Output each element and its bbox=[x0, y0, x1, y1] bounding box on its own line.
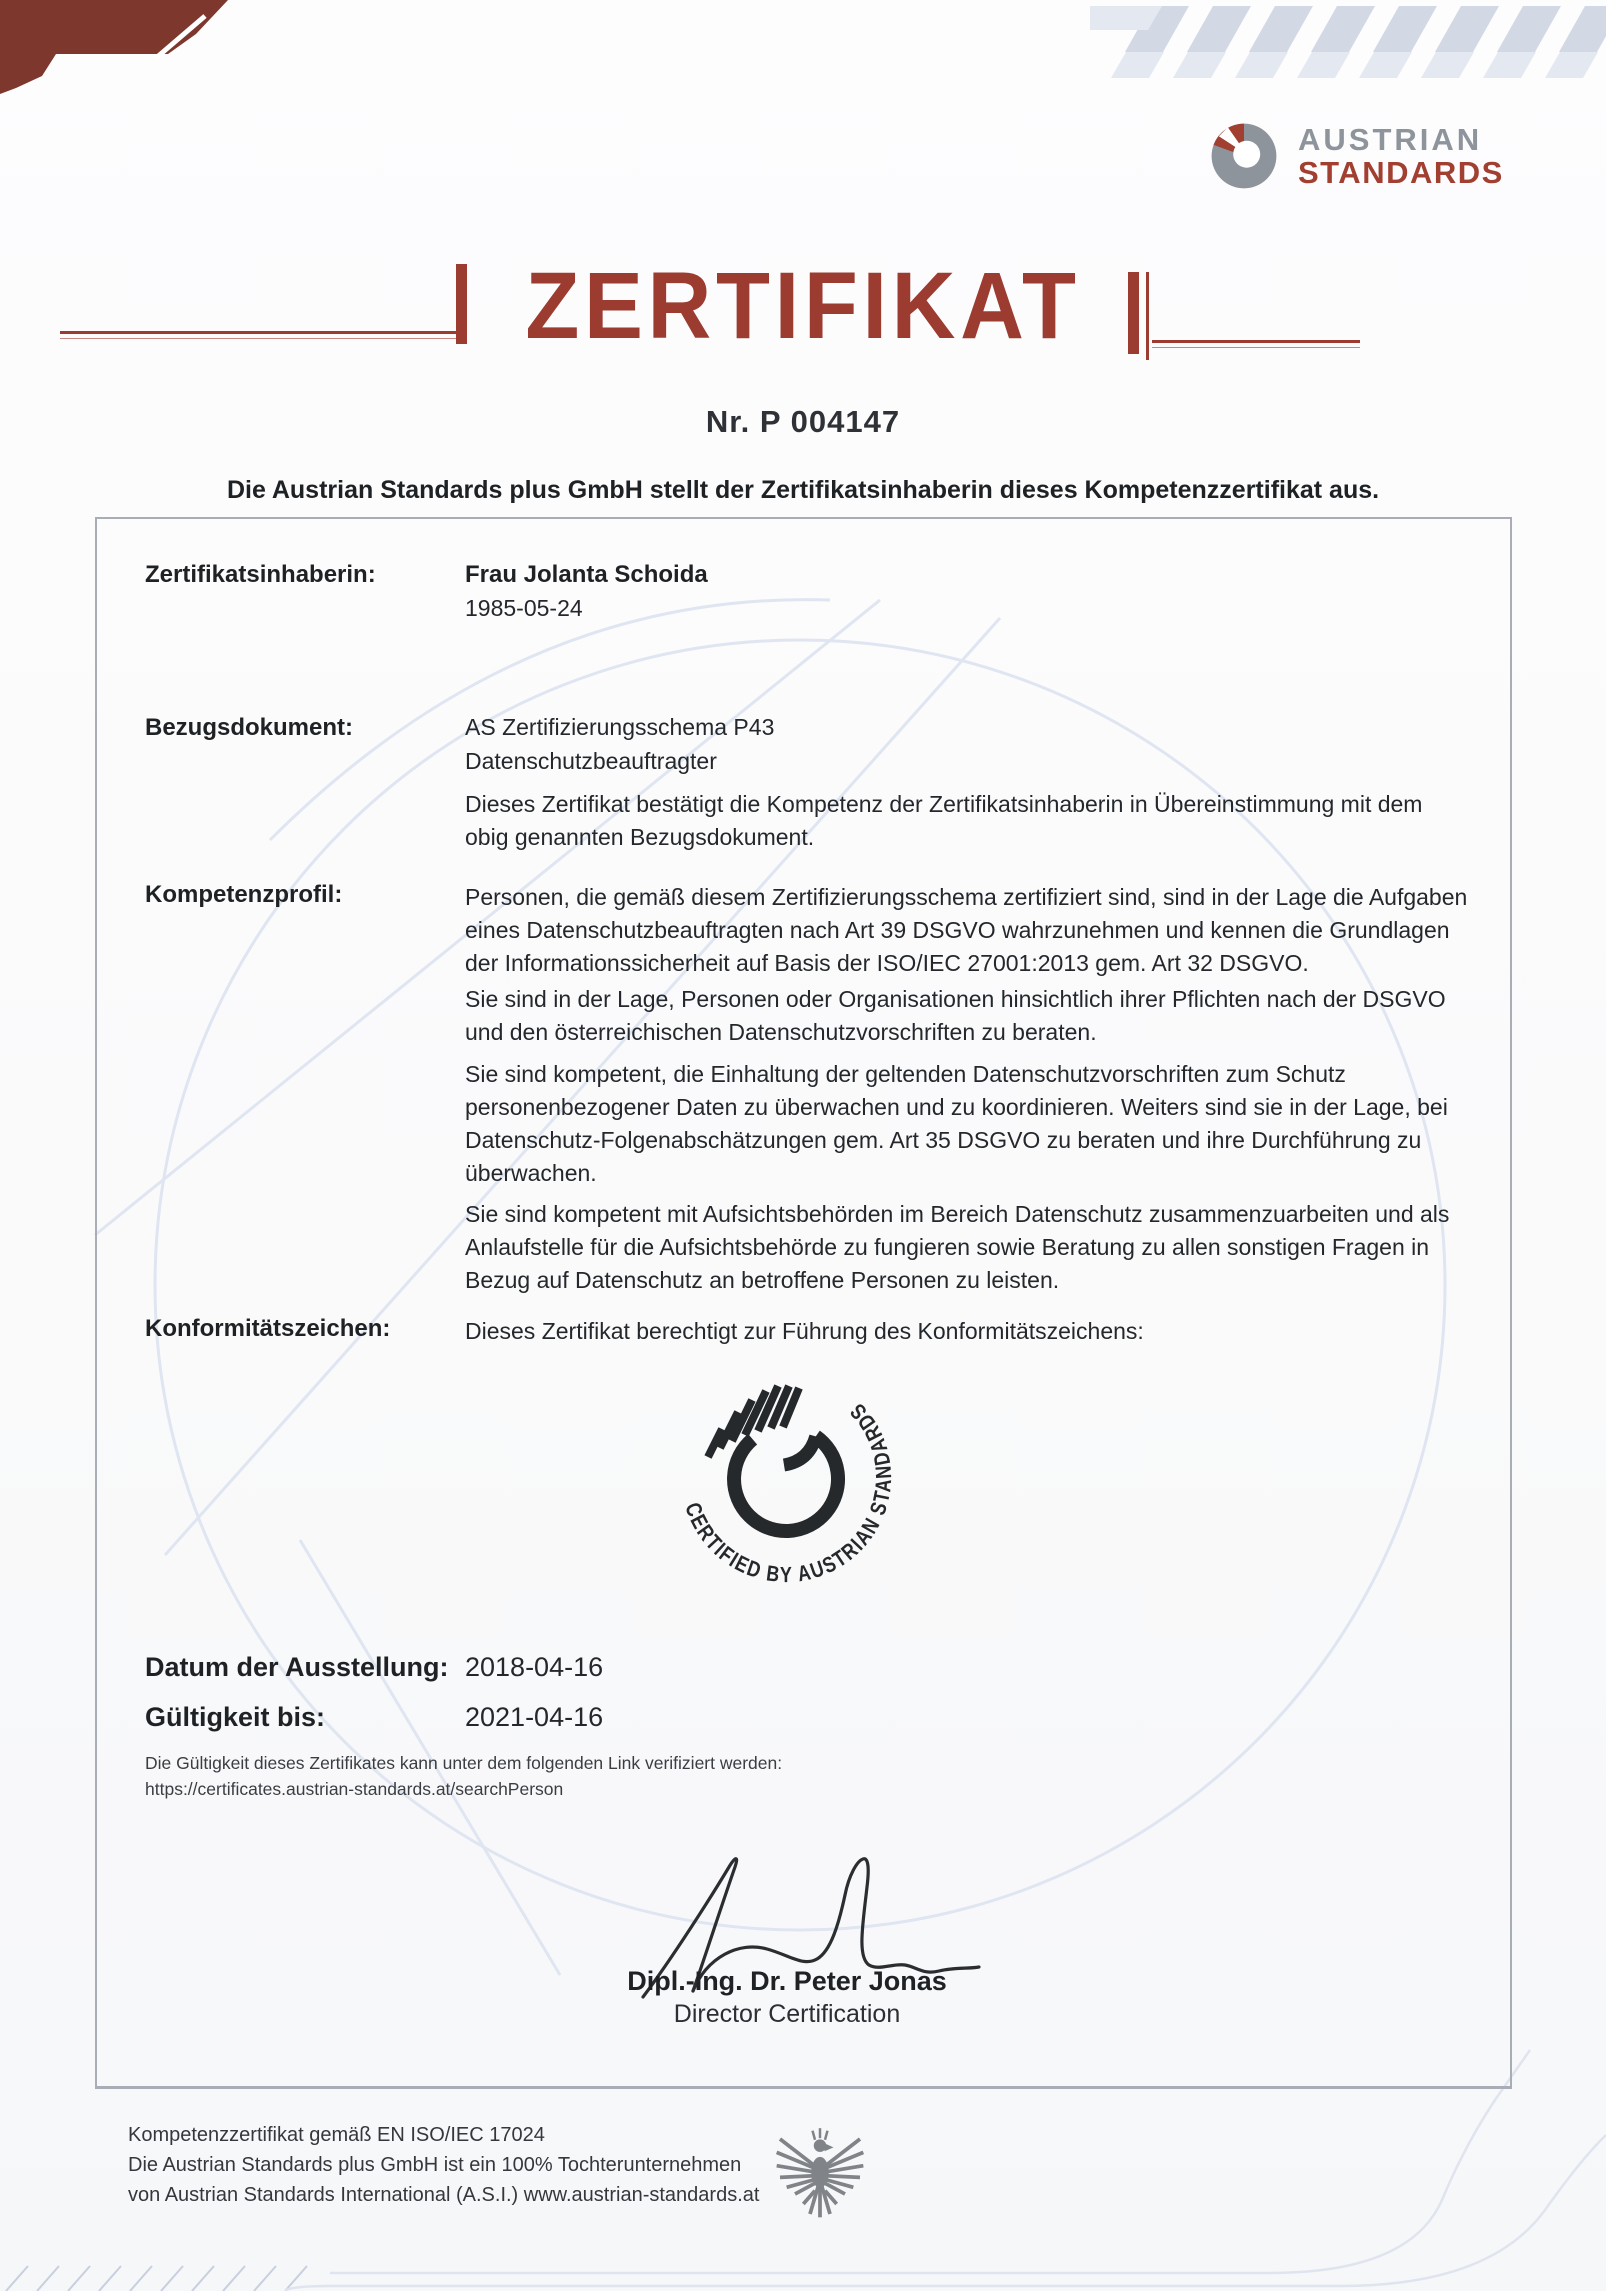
certificate-title: ZERTIFIKAT bbox=[525, 253, 1081, 359]
austrian-standards-logo bbox=[1208, 120, 1504, 192]
verification-note: Die Gültigkeit dieses Zertifikates kann unter dem folgenden Link verifiziert werden: bbox=[145, 1753, 783, 1773]
footer-line-1: Kompetenzzertifikat gemäß EN ISO/IEC 17024 bbox=[128, 2124, 545, 2146]
intro-sentence: Die Austrian Standards plus GmbH stellt der Zertifikatsinhaberin dieses Kompetenzzertifikat aus. bbox=[226, 476, 1380, 504]
reference-document-label: Bezugsdokument: bbox=[145, 714, 354, 741]
issue-date-label: Datum der Ausstellung: bbox=[145, 1652, 449, 1682]
austrian-standards-logo-icon bbox=[1208, 120, 1280, 192]
austrian-standards-logo-text bbox=[1298, 124, 1504, 188]
footer-line-2: Die Austrian Standards plus GmbH ist ein 100% Tochterunternehmen bbox=[128, 2154, 742, 2176]
svg-text:CERTIFIED BY AUSTRIAN STANDARD bbox=[680, 1395, 897, 1588]
competence-paragraph-1: Personen, die gemäß diesem Zertifizierungsschema zertifiziert sind, sind in der Lage die Aufgaben eines Datenschutzbeauftragten nach Art 39 DSGVO wahrzunehmen und kennen die Grundlagen der Informationssicherheit auf Basis der ISO/IEC 27001:2013 gem. Art 32 DSGVO. bbox=[465, 884, 1468, 976]
competence-paragraph-3: Sie sind kompetent, die Einhaltung der geltenden Datenschutzvorschriften zum Schutz personenbezogener Daten zu überwachen und zu koordinieren. Weiters sind sie in der Lage, bei Datenschutz-Folgenabschätzungen gem. Art 35 DSGVO zu beraten und ihre Durchführung zu überwachen. bbox=[465, 1061, 1448, 1186]
certified-by-austrian-standards-seal bbox=[656, 1347, 916, 1607]
verification-url: https://certificates.austrian-standards.at/searchPerson bbox=[145, 1779, 564, 1799]
valid-until-value: 2021-04-16 bbox=[465, 1702, 604, 1732]
certificate-number: Nr. P 004147 bbox=[705, 404, 901, 439]
holder-label: Zertifikatsinhaberin: bbox=[145, 561, 376, 588]
signatory-name: Dipl.-Ing. Dr. Peter Jonas bbox=[627, 1966, 947, 1996]
logo-word-standards: STANDARDS bbox=[1298, 155, 1504, 190]
footer-line-3: von Austrian Standards International (A.S.I.) www.austrian-standards.at bbox=[128, 2184, 760, 2206]
seal-ring-text: CERTIFIED BY AUSTRIAN STANDARDS bbox=[680, 1395, 897, 1588]
corner-decoration-top-right bbox=[1090, 0, 1606, 85]
corner-decoration-top-left bbox=[0, 0, 240, 100]
signatory-role: Director Certification bbox=[673, 2000, 901, 2028]
competence-paragraph-4: Sie sind kompetent mit Aufsichtsbehörden im Bereich Datenschutz zusammenzuarbeiten und als Anlaufstelle für die Aufsichtsbehörde zu fungieren sowie Beratung zu allen sonstigen Fragen in Bezug auf Datenschutz an betroffene Personen zu leisten. bbox=[465, 1201, 1450, 1293]
reference-document-line2: Datenschutzbeauftragter bbox=[465, 748, 717, 774]
reference-document-line1: AS Zertifizierungsschema P43 bbox=[465, 714, 775, 740]
conformity-mark-text: Dieses Zertifikat berechtigt zur Führung des Konformitätszeichens: bbox=[465, 1318, 1144, 1344]
valid-until-label: Gültigkeit bis: bbox=[145, 1702, 326, 1732]
conformity-mark-label: Konformitätszeichen: bbox=[145, 1315, 391, 1342]
competence-profile-label: Kompetenzprofil: bbox=[145, 881, 343, 908]
issue-date-value: 2018-04-16 bbox=[465, 1652, 604, 1682]
reference-document-note: Dieses Zertifikat bestätigt die Kompetenz der Zertifikatsinhaberin in Übereinstimmung mit dem obig genannten Bezugsdokument. bbox=[465, 791, 1423, 850]
logo-word-austrian: AUSTRIAN bbox=[1298, 122, 1483, 157]
competence-paragraph-2: Sie sind in der Lage, Personen oder Organisationen hinsichtlich ihrer Pflichten nach der DSGVO und den österreichischen Datenschutzvorschriften zu beraten. bbox=[465, 986, 1446, 1045]
holder-birthdate: 1985-05-24 bbox=[465, 595, 583, 621]
holder-name: Frau Jolanta Schoida bbox=[465, 561, 708, 588]
austrian-eagle-emblem bbox=[770, 2124, 870, 2224]
